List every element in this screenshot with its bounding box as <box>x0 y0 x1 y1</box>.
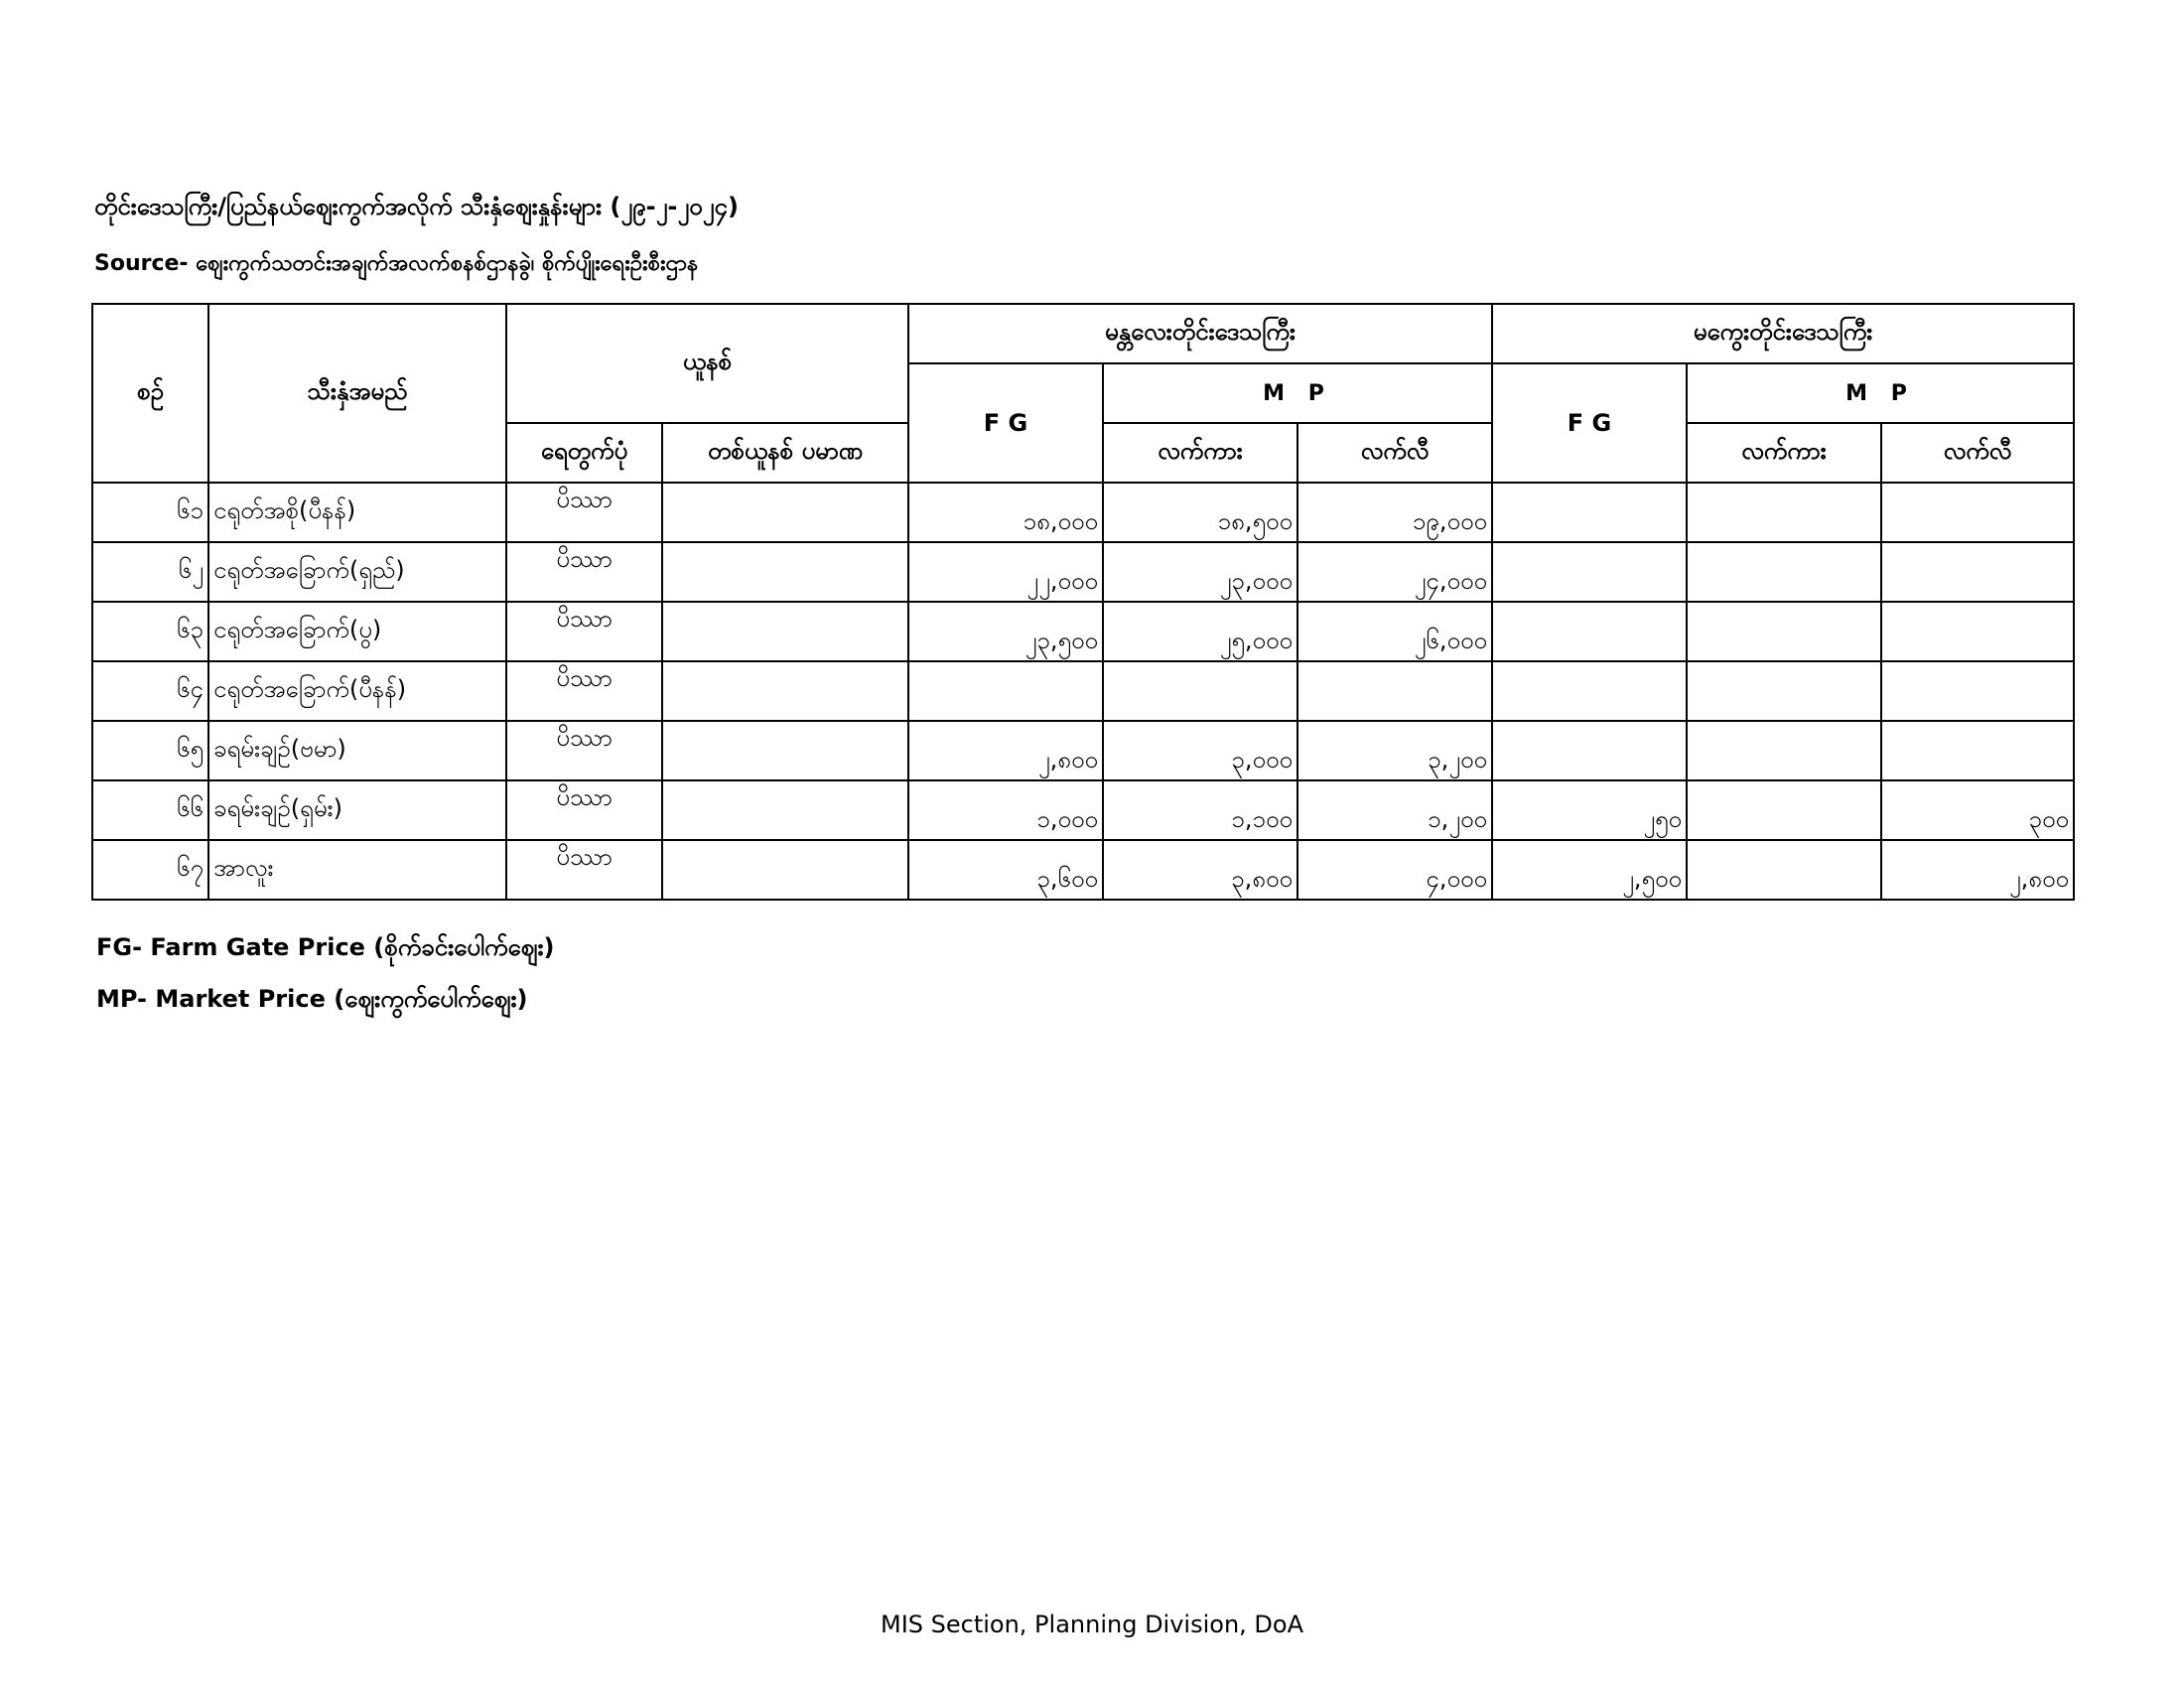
unit-volume-cell <box>662 840 908 900</box>
region2-wholesale-cell <box>1687 840 1881 900</box>
header-region2-fg: F G <box>1492 363 1687 483</box>
note-fg: FG- Farm Gate Price (စိုက်ခင်းပေါက်ဈေး) <box>96 933 555 961</box>
page-footer: MIS Section, Planning Division, DoA <box>880 1611 1303 1638</box>
region2-retail-cell: ၂,၈၀၀ <box>1881 840 2074 900</box>
region1-wholesale-cell: ၃,၈၀၀ <box>1103 840 1297 900</box>
header-region2: မကွေးတိုင်းဒေသကြီး <box>1492 304 2074 363</box>
region1-retail-cell: ၃,၂၀၀ <box>1297 721 1492 780</box>
region1-fg-cell: ၂,၈၀၀ <box>908 721 1103 780</box>
region2-fg-cell: ၂,၅၀၀ <box>1492 840 1687 900</box>
unit-volume-cell <box>662 721 908 780</box>
region1-fg-cell: ၃,၆၀၀ <box>908 840 1103 900</box>
header-region2-retail: လက်လီ <box>1881 423 2074 483</box>
table-row <box>92 780 2074 840</box>
region2-retail-cell <box>1881 542 2074 602</box>
unit-type-cell: ပိဿာ <box>506 721 662 780</box>
header-region2-wholesale: လက်ကား <box>1687 423 1881 483</box>
header-unit-type: ရေတွက်ပုံ <box>506 423 662 483</box>
crop-name-cell: ငရုတ်အခြောက်(ရှည်) <box>208 542 506 602</box>
crop-name-cell: ငရုတ်အစို(ပီနန်) <box>208 483 506 542</box>
table-row <box>92 602 2074 661</box>
header-unit-volume: တစ်ယူနစ် ပမာဏ <box>662 423 908 483</box>
header-region1-retail: လက်လီ <box>1297 423 1492 483</box>
row-number-cell: ၆၇ <box>92 840 208 900</box>
table-row <box>92 721 2074 780</box>
unit-volume-cell <box>662 602 908 661</box>
region1-fg-cell: ၂၂,၀၀၀ <box>908 542 1103 602</box>
region2-fg-cell: ၂၅၀ <box>1492 780 1687 840</box>
crop-name-cell: ငရုတ်အခြောက်(ပွ) <box>208 602 506 661</box>
crop-name-cell: အာလူး <box>208 840 506 900</box>
region1-retail-cell: ၁,၂၀၀ <box>1297 780 1492 840</box>
region2-retail-cell <box>1881 483 2074 542</box>
region2-fg-cell <box>1492 661 1687 721</box>
region1-retail-cell <box>1297 661 1492 721</box>
crop-name-cell: ခရမ်းချဉ်(ဗမာ) <box>208 721 506 780</box>
header-region2-mp: M P <box>1687 363 2074 423</box>
region2-wholesale-cell <box>1687 483 1881 542</box>
region2-retail-cell: ၃၀၀ <box>1881 780 2074 840</box>
row-number-cell: ၆၂ <box>92 542 208 602</box>
unit-volume-cell <box>662 661 908 721</box>
header-region1: မန္တလေးတိုင်းဒေသကြီး <box>908 304 1492 363</box>
crop-name-cell: ငရုတ်အခြောက်(ပီနန်) <box>208 661 506 721</box>
region2-fg-cell <box>1492 483 1687 542</box>
header-crop-name: သီးနှံအမည် <box>208 304 506 483</box>
header-unit: ယူနစ် <box>506 304 908 423</box>
row-number-cell: ၆၁ <box>92 483 208 542</box>
region2-retail-cell <box>1881 602 2074 661</box>
header-region1-fg: F G <box>908 363 1103 483</box>
price-table <box>91 303 2075 901</box>
header-region1-wholesale: လက်ကား <box>1103 423 1297 483</box>
unit-volume-cell <box>662 542 908 602</box>
region1-wholesale-cell: ၁,၁၀၀ <box>1103 780 1297 840</box>
table-row <box>92 840 2074 900</box>
table-row <box>92 483 2074 542</box>
region1-wholesale-cell: ၃,၀၀၀ <box>1103 721 1297 780</box>
unit-type-cell: ပိဿာ <box>506 661 662 721</box>
row-number-cell: ၆၃ <box>92 602 208 661</box>
region2-fg-cell <box>1492 602 1687 661</box>
row-number-cell: ၆၆ <box>92 780 208 840</box>
region1-fg-cell: ၁၈,၀၀၀ <box>908 483 1103 542</box>
unit-type-cell: ပိဿာ <box>506 483 662 542</box>
region1-wholesale-cell <box>1103 661 1297 721</box>
region2-wholesale-cell <box>1687 721 1881 780</box>
unit-volume-cell <box>662 483 908 542</box>
unit-type-cell: ပိဿာ <box>506 602 662 661</box>
region1-retail-cell: ၂၆,၀၀၀ <box>1297 602 1492 661</box>
region2-retail-cell <box>1881 661 2074 721</box>
unit-type-cell: ပိဿာ <box>506 780 662 840</box>
region1-fg-cell: ၁,၀၀၀ <box>908 780 1103 840</box>
region1-fg-cell <box>908 661 1103 721</box>
source-line: Source- ဈေးကွက်သတင်းအချက်အလက်စနစ်ဌာနခွဲ၊ စိုက်ပျိုးရေးဦးစီးဌာန <box>94 251 699 276</box>
region2-wholesale-cell <box>1687 661 1881 721</box>
region1-fg-cell: ၂၃,၅၀၀ <box>908 602 1103 661</box>
region1-wholesale-cell: ၂၅,၀၀၀ <box>1103 602 1297 661</box>
table-body <box>92 483 2074 900</box>
crop-name-cell: ခရမ်းချဉ်(ရှမ်း) <box>208 780 506 840</box>
region1-retail-cell: ၁၉,၀၀၀ <box>1297 483 1492 542</box>
table-row <box>92 661 2074 721</box>
region1-wholesale-cell: ၂၃,၀၀၀ <box>1103 542 1297 602</box>
unit-type-cell: ပိဿာ <box>506 840 662 900</box>
region2-retail-cell <box>1881 721 2074 780</box>
region2-wholesale-cell <box>1687 602 1881 661</box>
region1-wholesale-cell: ၁၈,၅၀၀ <box>1103 483 1297 542</box>
region2-fg-cell <box>1492 721 1687 780</box>
header-no: စဉ် <box>92 304 208 483</box>
region1-retail-cell: ၂၄,၀၀၀ <box>1297 542 1492 602</box>
note-mp: MP- Market Price (ဈေးကွက်ပေါက်ဈေး) <box>96 985 528 1013</box>
region2-fg-cell <box>1492 542 1687 602</box>
unit-type-cell: ပိဿာ <box>506 542 662 602</box>
region2-wholesale-cell <box>1687 780 1881 840</box>
header-region1-mp: M P <box>1103 363 1492 423</box>
region1-retail-cell: ၄,၀၀၀ <box>1297 840 1492 900</box>
row-number-cell: ၆၅ <box>92 721 208 780</box>
unit-volume-cell <box>662 780 908 840</box>
page-title: တိုင်းဒေသကြီး/ပြည်နယ်ဈေးကွက်အလိုက် သီးနှံဈေးနှုန်းများ (၂၉-၂-၂၀၂၄) <box>94 193 739 220</box>
region2-wholesale-cell <box>1687 542 1881 602</box>
table-row <box>92 542 2074 602</box>
row-number-cell: ၆၄ <box>92 661 208 721</box>
